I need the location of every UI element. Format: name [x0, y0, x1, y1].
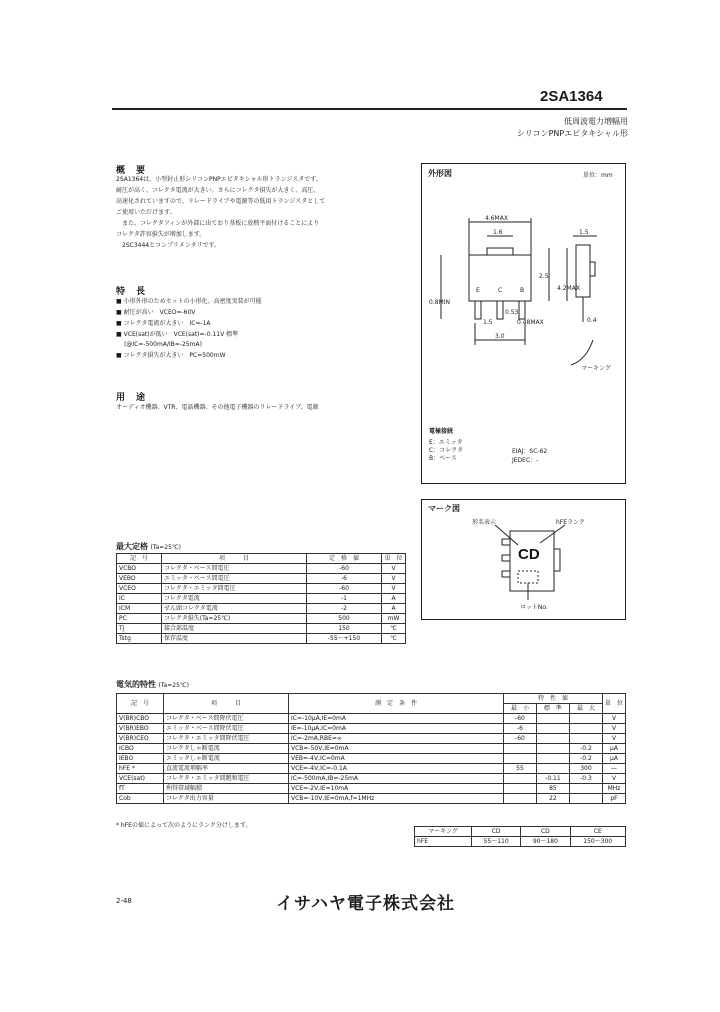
pin-label: B — [520, 287, 525, 294]
cell: mW — [382, 614, 406, 624]
cell: 500 — [307, 614, 382, 624]
table-row — [117, 784, 626, 794]
header-rule — [112, 108, 627, 110]
mark-part-label: 形名表示 — [472, 519, 497, 526]
table-row — [117, 724, 626, 734]
table-row — [117, 614, 406, 624]
mark-drawing — [490, 525, 580, 605]
mark-lot-label: ロットNo. — [520, 604, 548, 611]
overview-heading: 概 要 — [116, 166, 147, 176]
cell: V — [602, 734, 625, 744]
table-row — [117, 764, 626, 774]
cell: V — [382, 574, 406, 584]
cell: -2 — [307, 604, 382, 614]
cell: -0.3 — [569, 774, 602, 784]
cell — [569, 714, 602, 724]
outline-title: 外形図 — [428, 169, 452, 178]
elec-heading: 電気的特性 — [116, 680, 156, 689]
pin-list — [429, 439, 463, 463]
cell: VCE=-4V,IC=-0.1A — [288, 764, 503, 774]
cell: -60 — [307, 564, 382, 574]
col-header: 単 位 — [602, 694, 625, 714]
cell: IEBO — [117, 754, 164, 764]
cell — [569, 784, 602, 794]
overview-line: コレクタ許容損失が増加します。 — [116, 231, 206, 238]
cell — [503, 744, 536, 754]
cell: 90～180 — [521, 837, 570, 847]
dim-label: 1.5 — [483, 319, 493, 326]
cell: -60 — [503, 734, 536, 744]
cell: コレクタ・エミッタ間飽和電圧 — [163, 774, 288, 784]
table-row — [117, 634, 406, 644]
dim-label: 4.2MAX — [557, 285, 580, 292]
dim-label: 0.4 — [587, 317, 597, 324]
cell: 85 — [536, 784, 569, 794]
cell: ICM — [117, 604, 162, 614]
dim-label: 0.8MIN — [429, 299, 450, 306]
overview-line: 高速化されていますので、リレードライブや電源等の低用トランジスタとして — [116, 198, 326, 205]
jedec-code: JEDEC：- — [512, 457, 539, 464]
pin-item: B：ベース — [429, 455, 457, 462]
cell: -6 — [503, 724, 536, 734]
cell: ℃ — [382, 634, 406, 644]
overview-line: また、コレクタフィンが外部に出ており基板に放熱平面付けることにより — [116, 220, 320, 227]
features-heading: 特 長 — [116, 287, 147, 297]
cell: V(BR)EBO — [117, 724, 164, 734]
col-header: 測 定 条 件 — [288, 694, 503, 714]
cell: エミッタしゃ断電流 — [163, 754, 288, 764]
side-tab — [590, 262, 595, 276]
table-row — [117, 604, 406, 614]
overview-line: 耐圧が高く、コレクタ電流が大きい。さらにコレクタ損失が大きく、高圧、 — [116, 187, 320, 194]
cell: A — [382, 594, 406, 604]
cell: コレクタ出力容量 — [163, 794, 288, 804]
cell: VEBO — [117, 574, 162, 584]
package-body — [469, 255, 531, 301]
col-header: 記 号 — [117, 694, 164, 714]
cell: -0.2 — [569, 754, 602, 764]
elec-title — [116, 679, 189, 691]
cell: pF — [602, 794, 625, 804]
cell: VCB=-50V,IE=0mA — [288, 744, 503, 754]
feature-item: ■ 耐圧が高い VCEO=-60V — [116, 309, 416, 317]
cell: -6 — [307, 574, 382, 584]
subtitle-1: 低周波電力増幅用 — [564, 117, 628, 126]
marking-label: マーキング — [581, 365, 611, 372]
feature-item: ■ コレクタ電流が大きい IC=-1A — [116, 320, 416, 328]
col-header: 記 号 — [117, 554, 162, 564]
outline-unit: 単位：mm — [583, 172, 613, 179]
cell — [503, 754, 536, 764]
dim-label: 4.6MAX — [485, 215, 508, 222]
cell — [536, 714, 569, 724]
cell: コレクタ・エミッタ間降伏電圧 — [163, 734, 288, 744]
cell: -55～+150 — [307, 634, 382, 644]
dim-label: 2.5 — [539, 273, 549, 280]
cell: VCB=-10V,IE=0mA,f=1MHz — [288, 794, 503, 804]
table-row — [117, 744, 626, 754]
mark-title: マーク図 — [428, 504, 460, 513]
cell: コレクタしゃ断電流 — [163, 744, 288, 754]
cell: VEB=-4V,IC=0mA — [288, 754, 503, 764]
cell — [503, 794, 536, 804]
cell: コレクタ・ベース間電圧 — [162, 564, 307, 574]
max-ratings-cond: (Ta=25℃) — [150, 544, 181, 551]
overview-line: 2SC3444とコンプリメンタリです。 — [116, 242, 221, 249]
cell — [569, 794, 602, 804]
cell: fT — [117, 784, 164, 794]
feature-item: ■ コレクタ損失が大きい PC=500mW — [116, 352, 416, 360]
table-row — [117, 624, 406, 634]
subtitle-2: シリコンPNPエピタキシャル形 — [516, 129, 628, 138]
table-row — [117, 714, 626, 724]
cell: V — [602, 714, 625, 724]
cell: 22 — [536, 794, 569, 804]
col-subheader: 最 小 — [503, 704, 536, 714]
outline-drawing — [421, 200, 626, 420]
cell — [536, 734, 569, 744]
cell: 150～300 — [570, 837, 626, 847]
col-header: 定 格 値 — [307, 554, 382, 564]
cell — [536, 764, 569, 774]
cell: コレクタ・エミッタ間電圧 — [162, 584, 307, 594]
cell: コレクタ電流 — [162, 594, 307, 604]
cell: エミッタ・ベース間降伏電圧 — [163, 724, 288, 734]
cell: IE=-10μA,IC=0mA — [288, 724, 503, 734]
cell: 直流電流増幅率 — [163, 764, 288, 774]
cell: V — [382, 584, 406, 594]
cell: 接合部温度 — [162, 624, 307, 634]
cell: ICBO — [117, 744, 164, 754]
lead-c — [497, 301, 503, 319]
cell: -0.11 — [536, 774, 569, 784]
col-subheader: 標 準 — [536, 704, 569, 714]
lead-b — [519, 301, 525, 319]
cell: マーキング — [415, 827, 472, 837]
pin-item: C：コレクタ — [429, 447, 463, 454]
table-header-row — [117, 554, 406, 564]
cell: -60 — [503, 714, 536, 724]
cell: 150 — [307, 624, 382, 634]
table-row — [117, 584, 406, 594]
cell: コレクタ損失(Ta=25℃) — [162, 614, 307, 624]
page-number: 2-48 — [116, 897, 132, 905]
applications-heading: 用 途 — [116, 393, 147, 403]
cell: CE — [570, 827, 626, 837]
cell: VCEO — [117, 584, 162, 594]
cell: -60 — [307, 584, 382, 594]
feature-subnote: (@IC=-500mA/IB=-25mA) — [124, 341, 202, 348]
dim-label: 1.5 — [579, 229, 589, 236]
lead-e — [475, 301, 481, 319]
overview-body — [116, 176, 416, 250]
eiaj-code: EIAJ：SC-62 — [512, 448, 548, 455]
table-row — [415, 837, 626, 847]
dim-label: 3.0 — [495, 333, 505, 340]
cell: PC — [117, 614, 162, 624]
cell: μA — [602, 744, 625, 754]
cell: コレクタ・ベース間降伏電圧 — [163, 714, 288, 724]
cell: A — [382, 604, 406, 614]
table-header-row — [415, 827, 626, 837]
col-header: 項 目 — [162, 554, 307, 564]
dim-label: 0.53 — [505, 309, 519, 316]
cell — [536, 744, 569, 754]
cell: CD — [472, 827, 521, 837]
table-row — [117, 774, 626, 784]
part-number: 2SA1364 — [540, 88, 603, 105]
cell — [569, 724, 602, 734]
table-row — [117, 594, 406, 604]
table-row — [117, 734, 626, 744]
cell: V — [602, 724, 625, 734]
package-tab — [487, 248, 513, 255]
table-row — [117, 564, 406, 574]
elec-table — [116, 693, 626, 804]
table-header-row — [117, 694, 626, 704]
cell — [569, 734, 602, 744]
cell: 55 — [503, 764, 536, 774]
dim-label: 0.48MAX — [517, 319, 544, 326]
cell: -1 — [307, 594, 382, 604]
cell: VCE(sat) — [117, 774, 164, 784]
cell: Cob — [117, 794, 164, 804]
cell: — — [602, 764, 625, 774]
cell: IC — [117, 594, 162, 604]
pin-label: E — [476, 287, 480, 294]
cell: μA — [602, 754, 625, 764]
mark-hfe-label: hFEランク — [556, 519, 585, 526]
cell: CD — [521, 827, 570, 837]
cell: せん頭コレクタ電流 — [162, 604, 307, 614]
col-header: 特 性 値 — [503, 694, 602, 704]
cell: ℃ — [382, 624, 406, 634]
cell: IC=-2mA,RBE=∞ — [288, 734, 503, 744]
cell — [503, 774, 536, 784]
cell: 利得帯域幅積 — [163, 784, 288, 794]
col-subheader: 最 大 — [569, 704, 602, 714]
cell: IC=-10μA,IE=0mA — [288, 714, 503, 724]
cell — [536, 724, 569, 734]
cell: V(BR)CEO — [117, 734, 164, 744]
cell: V — [382, 564, 406, 574]
max-ratings-table — [116, 553, 406, 644]
max-ratings-heading: 最大定格 — [116, 542, 148, 551]
applications-text: オーディオ機器、VTR、電話機器、その他電子機器のリレードライブ、電源 — [116, 404, 319, 411]
table-row — [117, 794, 626, 804]
features-list — [116, 298, 416, 360]
company-name: イサハヤ電子株式会社 — [276, 894, 455, 914]
cell: VCBO — [117, 564, 162, 574]
cell: IC=-500mA,IB=-25mA — [288, 774, 503, 784]
cell: エミッタ・ベース間電圧 — [162, 574, 307, 584]
cell: Tstg — [117, 634, 162, 644]
cell: hFE — [415, 837, 472, 847]
feature-item: ■ VCE(sat)が低い VCE(sat)=-0.11V 標準 — [116, 331, 416, 339]
cell: V — [602, 774, 625, 784]
max-ratings-title — [116, 541, 181, 553]
dim-label: 1.6 — [493, 229, 503, 236]
cell — [536, 754, 569, 764]
table-row — [117, 574, 406, 584]
cell: 300 — [569, 764, 602, 774]
pin-title: 電極接続 — [429, 428, 454, 435]
cell — [503, 784, 536, 794]
feature-item: ■ 小形外形のためセットの小形化、高密度実装が可能 — [116, 298, 416, 306]
rank-table — [414, 826, 626, 847]
pin-item: E：エミッタ — [429, 439, 463, 446]
cell: 保存温度 — [162, 634, 307, 644]
cell: 55～110 — [472, 837, 521, 847]
overview-line: 2SA1364は、小型封止形シリコンPNPエピタキシャル形トランジスタです。 — [116, 176, 322, 183]
overview-line: ご使用いただけます。 — [116, 209, 176, 216]
cell: hFE * — [117, 764, 164, 774]
col-header: 単 位 — [382, 554, 406, 564]
table-row — [117, 754, 626, 764]
cell: VCE=-2V,IE=10mA — [288, 784, 503, 794]
cell: -0.2 — [569, 744, 602, 754]
elec-cond: (Ta=25℃) — [158, 682, 189, 689]
mark-code: CD — [518, 546, 540, 563]
cell: MHz — [602, 784, 625, 794]
cell: V(BR)CBO — [117, 714, 164, 724]
pin-label: C — [498, 287, 503, 294]
elec-footnote: * hFEの値によって次のようにランク分けします。 — [116, 822, 252, 829]
col-header: 項 目 — [163, 694, 288, 714]
cell: Tj — [117, 624, 162, 634]
